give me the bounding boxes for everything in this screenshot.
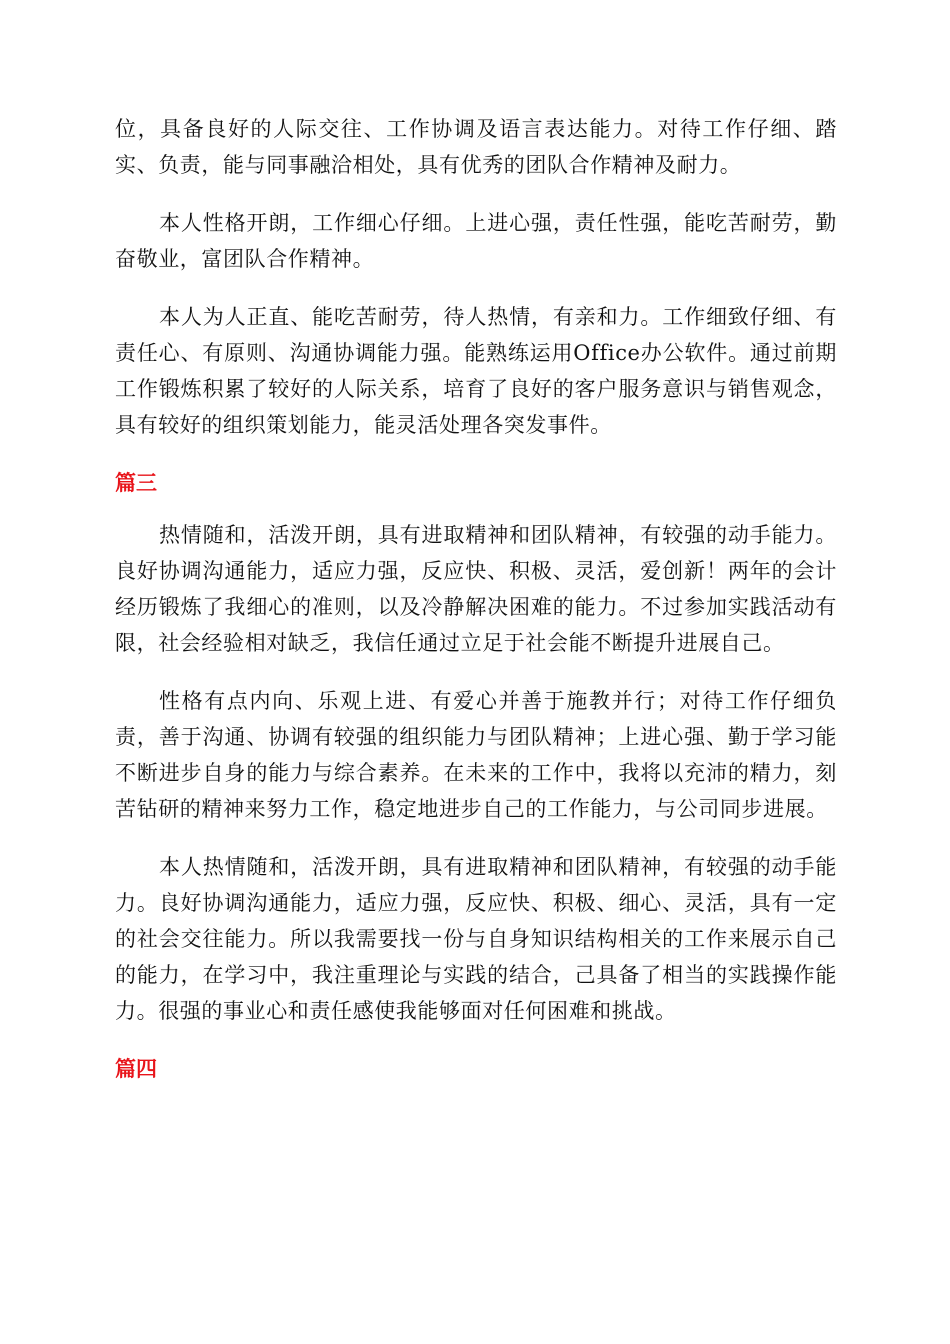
paragraph: 性格有点内向、乐观上进、有爱心并善于施教并行；对待工作仔细负责，善于沟通、协调有较强的组织能力与团队精神；上进心强、勤于学习能不断进步自身的能力与综合素养。在未来的工作中，我将以充沛的精力，刻苦钻研的精神来努力工作，稳定地进步自己的工作能力，与公司同步进展。 [115,689,837,821]
section-heading-4: 篇四 [115,1057,157,1081]
paragraph: 热情随和，活泼开朗，具有进取精神和团队精神，有较强的动手能力。良好协调沟通能力，适应力强，反应快、积极、灵活，爱创新！两年的会计经历锻炼了我细心的准则，以及冷静解决困难的能力。不过参加实践活动有限，社会经验相对缺乏，我信任通过立足于社会能不断提升进展自己。 [115,523,837,655]
paragraph: 本人为人正直、能吃苦耐劳，待人热情，有亲和力。工作细致仔细、有责任心、有原则、沟通协调能力强。能熟练运用Office办公软件。通过前期工作锻炼积累了较好的人际关系，培育了良好的客户服务意识与销售观念，具有较好的组织策划能力，能灵活处理各突发事件。 [115,305,837,437]
section-heading-3: 篇三 [115,471,157,495]
paragraph: 本人性格开朗，工作细心仔细。上进心强，责任性强，能吃苦耐劳，勤奋敬业，富团队合作精神。 [115,211,837,271]
paragraph-continued: 位，具备良好的人际交往、工作协调及语言表达能力。对待工作仔细、踏实、负责，能与同事融洽相处，具有优秀的团队合作精神及耐力。 [115,117,837,177]
paragraph: 本人热情随和，活泼开朗，具有进取精神和团队精神，有较强的动手能力。良好协调沟通能力，适应力强，反应快、积极、细心、灵活，具有一定的社会交往能力。所以我需要找一份与自身知识结构相关的工作来展示自己的能力，在学习中，我注重理论与实践的结合，己具备了相当的实践操作能力。很强的事业心和责任感使我能够面对任何困难和挑战。 [115,855,837,1023]
document-body [115,111,837,1103]
